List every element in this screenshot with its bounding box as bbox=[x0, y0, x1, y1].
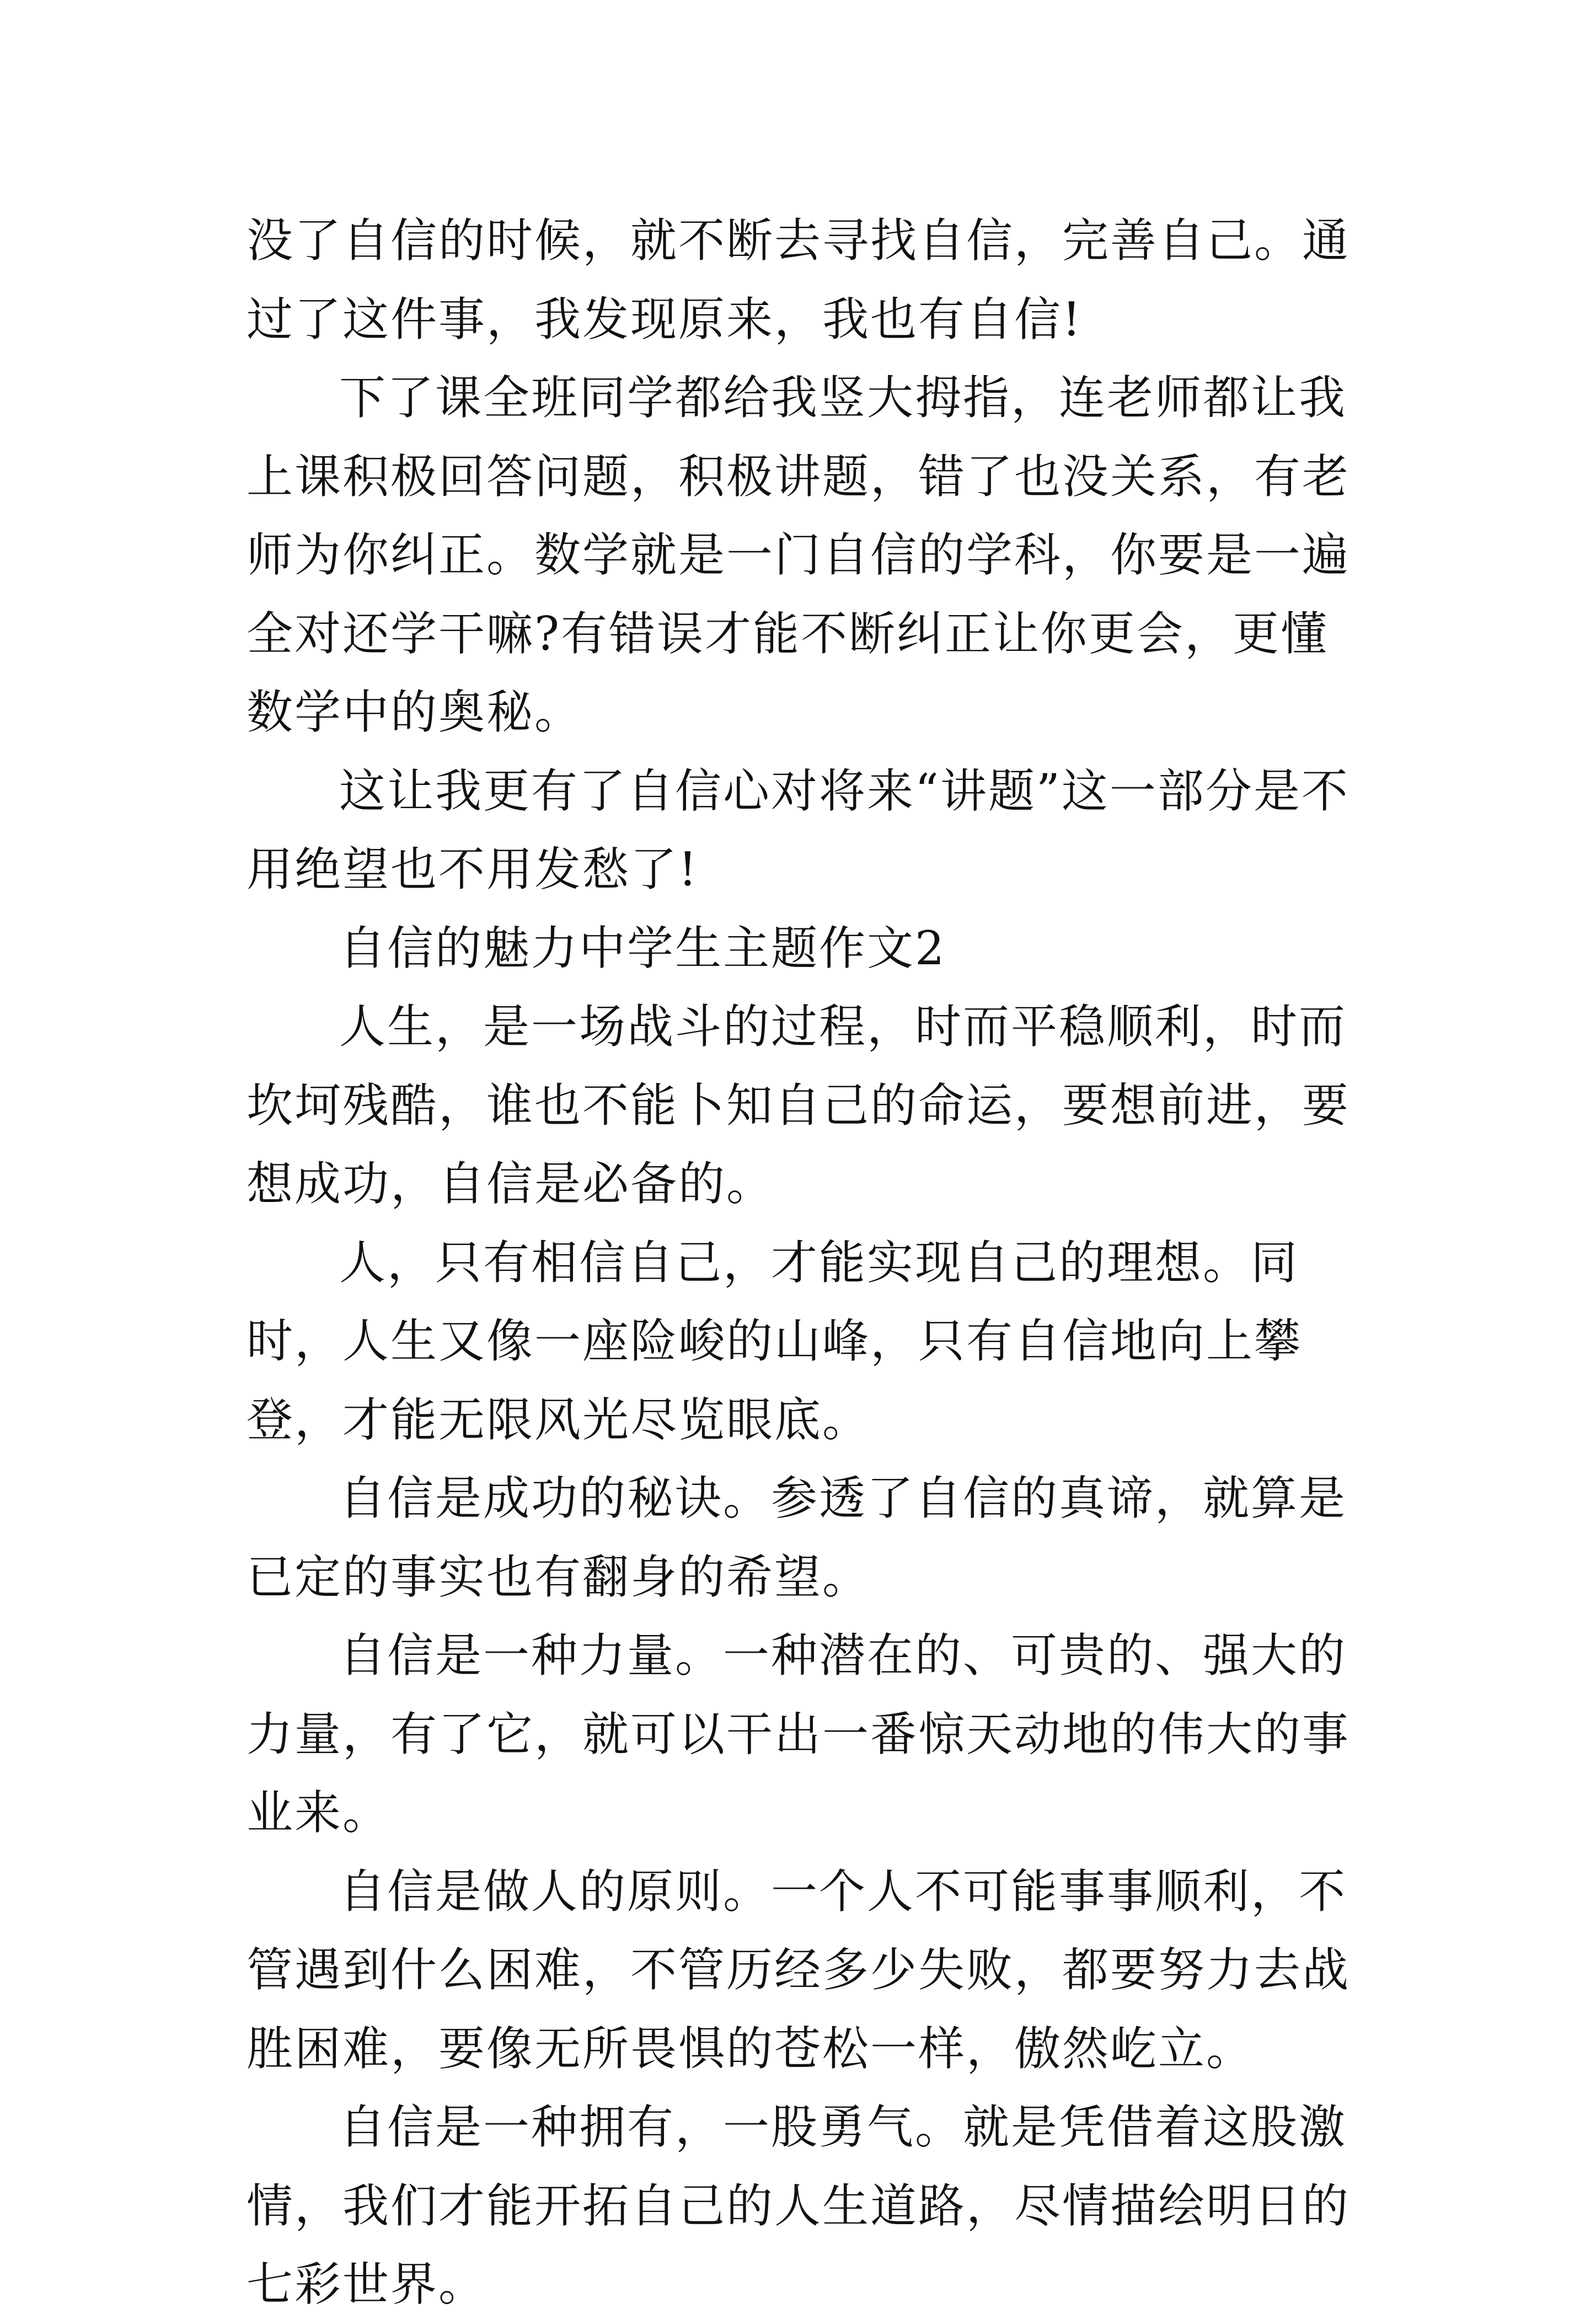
paragraph-7: 自信是一种力量。一种潜在的、可贵的、强大的力量，有了它，就可以干出一番惊天动地的伟大的事业来。 bbox=[247, 1628, 1351, 1840]
paragraph-1: 没了自信的时候，就不断去寻找自信，完善自己。通过了这件事，我发现原来，我也有自信! bbox=[247, 213, 1351, 346]
paragraph-9: 自信是一种拥有，一股勇气。就是凭借着这股激情，我们才能开拓自己的人生道路，尽情描绘明日的七彩世界。 bbox=[247, 2100, 1351, 2311]
paragraph-3: 这让我更有了自信心对将来“讲题”这一部分是不用绝望也不用发愁了! bbox=[247, 763, 1349, 896]
essay-title: 自信的魅力中学生主题作文2 bbox=[339, 921, 946, 975]
paragraph-5: 人，只有相信自己，才能实现自己的理想。同时，人生又像一座险峻的山峰，只有自信地向上攀登，才能无限风光尽览眼底。 bbox=[247, 1235, 1303, 1447]
paragraph-4: 人生，是一场战斗的过程，时而平稳顺利，时而坎坷残酷，谁也不能卜知自己的命运，要想前进，要想成功，自信是必备的。 bbox=[247, 1000, 1351, 1211]
paragraph-6: 自信是成功的秘诀。参透了自信的真谛，就算是已定的事实也有翻身的希望。 bbox=[247, 1471, 1347, 1604]
paragraph-8: 自信是做人的原则。一个人不可能事事顺利，不管遇到什么困难，不管历经多少失败，都要努力去战胜困难，要像无所畏惧的苍松一样，傲然屹立。 bbox=[247, 1864, 1351, 2076]
document-body bbox=[247, 201, 1361, 2324]
paragraph-2: 下了课全班同学都给我竖大拇指，连老师都让我上课积极回答问题，积极讲题，错了也没关系，有老师为你纠正。数学就是一门自信的学科，你要是一遍全对还学干嘛?有错误才能不断纠正让你更会，更懂数学中的奥秘。 bbox=[247, 371, 1351, 739]
